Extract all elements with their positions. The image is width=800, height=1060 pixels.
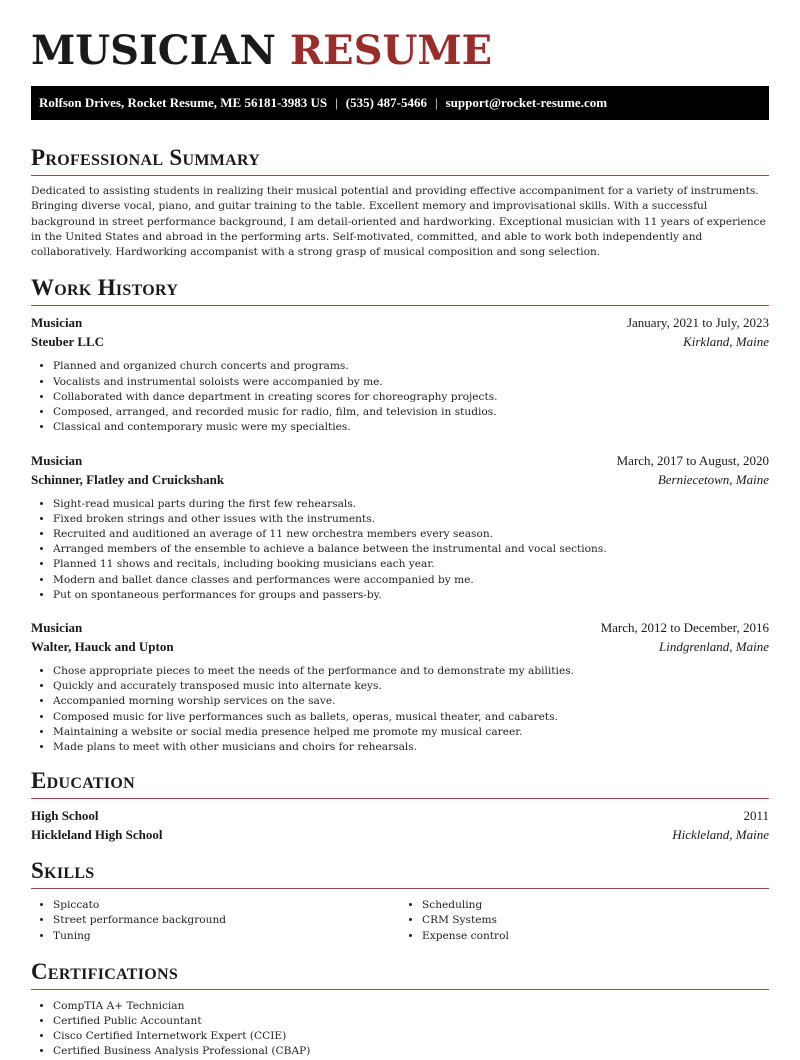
skill-item: • Expense control — [422, 929, 769, 944]
job-bullet: • Put on spontaneous performances for groups and passers-by. — [53, 588, 769, 603]
summary-text: Dedicated to assisting students in realizing their musical potential and providing effective accompaniment for a variety of instruments. Bringing diverse vocal, piano, and guitar training to the table. Excellent memory and improvisational skills. With a successful background in street performance background, I am detail-oriented and hardworking. Exceptional musician with 11 years of experience in the United States and abroad in the performing arts. Self-motivated, committed, and able to work both independently and collaboratively. Hardworking accompanist with a strong grasp of musical composition and song selection. — [31, 185, 766, 259]
section-title-certifications: Certifications — [31, 958, 179, 984]
job-entry — [31, 453, 769, 603]
job-dates: January, 2021 to July, 2023 — [626, 315, 769, 331]
education-degree: High School — [31, 808, 99, 824]
section-divider — [31, 175, 769, 176]
contact-bar — [31, 86, 769, 120]
certification-item: • CompTIA A+ Technician — [53, 999, 769, 1014]
section-title-skills: Skills — [31, 858, 95, 884]
job-company: Schinner, Flatley and Cruickshank — [31, 471, 225, 487]
job-location: Lindgrenland, Maine — [658, 638, 769, 654]
skills-list-left — [31, 898, 400, 944]
job-bullet: • Vocalists and instrumental soloists were accompanied by me. — [53, 375, 769, 390]
certification-item: • Certified Business Analysis Professional (CBAP) — [53, 1044, 769, 1059]
job-bullet: • Recruited and auditioned an average of 11 new orchestra members every season. — [53, 527, 769, 542]
contact-address: Rolfson Drives, Rocket Resume, ME 56181-3983 US — [39, 95, 328, 110]
education-location: Hickleland, Maine — [672, 827, 769, 843]
job-bullets — [31, 664, 769, 755]
job-bullet: • Accompanied morning worship services on the save. — [53, 694, 769, 709]
work-history-section — [31, 274, 769, 755]
job-bullet: • Arranged members of the ensemble to achieve a balance between the instrumental and vocal sections. — [53, 542, 769, 557]
contact-phone: (535) 487-5466 — [345, 95, 427, 110]
job-bullet: • Planned and organized church concerts and programs. — [53, 359, 769, 374]
certifications-list — [31, 999, 769, 1060]
education-section — [31, 767, 769, 843]
title-main: MUSICIAN — [31, 27, 276, 74]
section-divider — [31, 798, 769, 799]
job-bullet: • Made plans to meet with other musicians and choirs for rehearsals. — [53, 740, 769, 755]
job-bullet: • Modern and ballet dance classes and performances were accompanied by me. — [53, 573, 769, 588]
skill-item: • Scheduling — [422, 898, 769, 913]
job-bullet: • Maintaining a website or social media presence helped me promote my musical career. — [53, 725, 769, 740]
job-bullet: • Chose appropriate pieces to meet the needs of the performance and to demonstrate my abilities. — [53, 664, 769, 679]
job-dates: March, 2017 to August, 2020 — [616, 452, 769, 468]
job-bullets — [31, 497, 769, 603]
job-bullet: • Composed music for live performances such as ballets, operas, musical theater, and cabarets. — [53, 710, 769, 725]
job-company: Walter, Hauck and Upton — [31, 638, 174, 654]
section-divider — [31, 989, 769, 990]
skill-item: • CRM Systems — [422, 913, 769, 928]
contact-separator: | — [335, 95, 338, 110]
job-entry — [31, 315, 769, 435]
job-role: Musician — [31, 452, 83, 468]
job-company: Steuber LLC — [31, 334, 105, 350]
certification-item: • Cisco Certified Internetwork Expert (CCIE) — [53, 1029, 769, 1044]
title-accent: RESUME — [289, 27, 493, 74]
job-location: Kirkland, Maine — [683, 334, 769, 350]
job-bullets — [31, 359, 769, 435]
certification-item: • Certified Public Accountant — [53, 1014, 769, 1029]
section-title-education: Education — [31, 768, 135, 794]
job-bullet: • Fixed broken strings and other issues with the instruments. — [53, 512, 769, 527]
skills-grid — [31, 889, 769, 944]
job-entry — [31, 620, 769, 755]
job-bullet: • Collaborated with dance department in creating scores for choreography projects. — [53, 390, 769, 405]
skills-list-right — [400, 898, 769, 944]
certifications-section — [31, 958, 769, 1060]
skills-section — [31, 857, 769, 944]
job-role: Musician — [31, 619, 83, 635]
skill-item: • Tuning — [53, 929, 400, 944]
job-bullet: • Quickly and accurately transposed music into alternate keys. — [53, 679, 769, 694]
job-dates: March, 2012 to December, 2016 — [600, 619, 769, 635]
contact-email: support@rocket-resume.com — [445, 95, 608, 110]
summary-section — [31, 144, 769, 260]
job-role: Musician — [31, 315, 83, 331]
resume-title — [31, 0, 769, 74]
education-school: Hickleland High School — [31, 827, 163, 843]
job-bullet: • Sight-read musical parts during the first few rehearsals. — [53, 497, 769, 512]
section-title-summary: Professional Summary — [31, 145, 261, 170]
job-bullet: • Planned 11 shows and recitals, including booking musicians each year. — [53, 557, 769, 572]
job-bullet: • Composed, arranged, and recorded music for radio, film, and television in studios. — [53, 405, 769, 420]
skill-item: • Street performance background — [53, 913, 400, 928]
section-divider — [31, 305, 769, 306]
job-location: Berniecetown, Maine — [657, 471, 769, 487]
skill-item: • Spiccato — [53, 898, 400, 913]
education-year: 2011 — [743, 808, 769, 824]
job-bullet: • Classical and contemporary music were my specialties. — [53, 420, 769, 435]
education-entry — [31, 808, 769, 843]
contact-separator: | — [435, 95, 438, 110]
section-title-work: Work History — [31, 275, 179, 301]
